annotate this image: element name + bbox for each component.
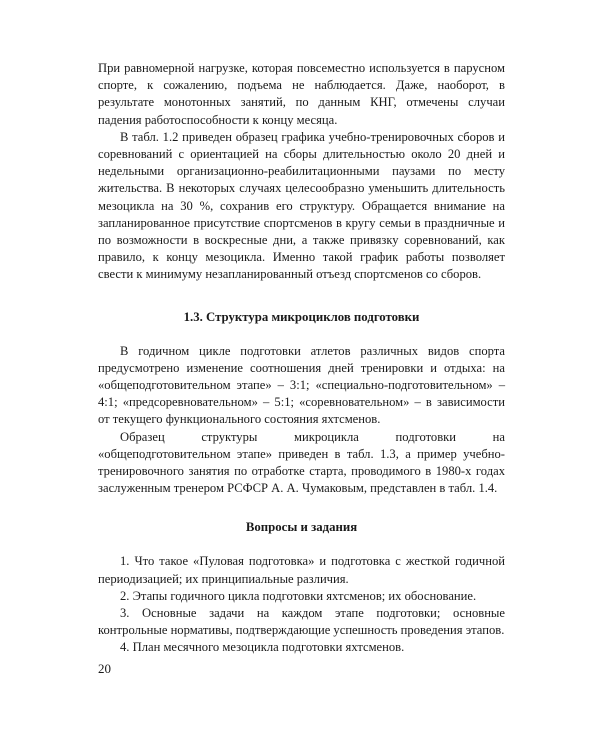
section-heading: 1.3. Структура микроциклов подготовки bbox=[183, 309, 420, 324]
question-item-2: 2. Этапы годичного цикла подготовки яхтсменов; их обоснование. bbox=[120, 588, 477, 603]
question-item-3: 3. Основные задачи на каждом этапе подготовки; основные контрольные нормативы, подтверждающие успешность проведения этапов. bbox=[98, 606, 505, 638]
page-body bbox=[98, 60, 505, 657]
intro-paragraph-2: В табл. 1.2 приведен образец графика учебно-тренировочных сборов и соревнований с ориентацией на сборы длительностью около 20 дней и недельными организационно-реабилитационными паузами по месту жительства. В некоторых случаях целесообразно уменьшить длительность мезоцикла на 30 %, сохранив его структуру. Обращается внимание на запланированное присутствие спортсменов в кругу семьи в праздничные и по возможности в воскресные дни, а также привязку соревнований, как правило, к концу мезоцикла. Именно такой график работы позволяет свести к минимуму незапланированный отъезд спортсменов со сборов. bbox=[98, 129, 505, 282]
page-number: 20 bbox=[98, 661, 111, 676]
intro-paragraph-1: При равномерной нагрузке, которая повсеместно используется в парусном спорте, к сожалению, подъема не наблюдается. Даже, наоборот, в результате монотонных занятий, по данным КНГ, отмечены случаи падения работоспособности к концу месяца. bbox=[98, 61, 505, 127]
section-paragraph-2: Образец структуры микроцикла подготовки на «общеподготовительном этапе» приведен в табл. 1.3, а пример учебно-тренировочного занятия по отработке старта, проводимого в 1980-х годах заслуженным тренером РСФСР А. А. Чумаковым, представлен в табл. 1.4. bbox=[98, 429, 505, 496]
question-item-1: 1. Что такое «Пуловая подготовка» и подготовка с жесткой годичной периодизацией; их принципиальные различия. bbox=[98, 554, 505, 586]
question-item-4: 4. План месячного мезоцикла подготовки яхтсменов. bbox=[120, 640, 405, 655]
section-paragraph-1: В годичном цикле подготовки атлетов различных видов спорта предусмотрено изменение соотношения дней тренировки и отдыха: на «общеподготовительном этапе» – 3:1; «специально-подготовительном» – 4:1; «предсоревновательном» – 5:1; «соревновательном» – в зависимости от текущего функционального состояния яхтсменов. bbox=[98, 343, 505, 427]
questions-heading: Вопросы и задания bbox=[245, 520, 358, 535]
